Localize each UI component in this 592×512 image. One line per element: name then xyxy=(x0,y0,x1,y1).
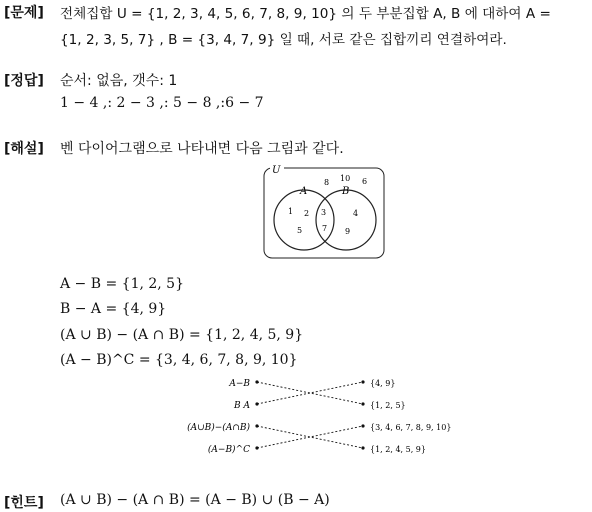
venn-set-b-label: B xyxy=(342,186,350,197)
venn-only-a-1: 1 xyxy=(288,207,294,216)
equation-symmetric-difference: (A ∪ B) − (A ∩ B) = {1, 2, 4, 5, 9} xyxy=(60,327,304,343)
venn-outside-3: 6 xyxy=(362,177,368,186)
match-right-2: {1, 2, 5} xyxy=(370,401,406,410)
match-left-2: B A xyxy=(234,401,250,411)
equation-a-minus-b: A − B = {1, 2, 5} xyxy=(60,276,184,292)
hint-text: (A ∪ B) − (A ∩ B) = (A − B) ∪ (B − A) xyxy=(60,492,330,508)
match-right-4: {1, 2, 4, 5, 9} xyxy=(370,445,426,454)
venn-diagram xyxy=(262,164,388,262)
equation-b-minus-a: B − A = {4, 9} xyxy=(60,301,167,317)
match-left-4: (A−B)^C xyxy=(207,445,250,455)
venn-only-a-3: 5 xyxy=(297,226,303,235)
answer-line-1: 순서: 없음, 갯수: 1 xyxy=(60,73,178,89)
venn-both-2: 7 xyxy=(322,224,328,233)
hint-label: [힌트] xyxy=(4,495,44,511)
venn-set-a-label: A xyxy=(300,186,308,197)
venn-universe-label: U xyxy=(272,165,281,176)
match-right-1: {4, 9} xyxy=(370,379,396,388)
match-left-3: (A∪B)−(A∩B) xyxy=(187,423,250,433)
venn-outside-2: 10 xyxy=(340,174,351,183)
match-left-1: A−B xyxy=(229,379,250,389)
matching-diagram xyxy=(160,372,500,460)
answer-label: [정답] xyxy=(4,73,44,89)
problem-line-2: {1, 2, 3, 5, 7} , B = {3, 4, 7, 9} 일 때, 서로 같은 집합끼리 연결하여라. xyxy=(60,32,507,48)
venn-outside-1: 8 xyxy=(324,178,330,187)
match-right-3: {3, 4, 6, 7, 8, 9, 10} xyxy=(370,423,452,432)
explanation-line-1: 벤 다이어그램으로 나타내면 다음 그림과 같다. xyxy=(60,141,344,157)
venn-only-a-2: 2 xyxy=(304,209,310,218)
venn-both-1: 3 xyxy=(321,208,327,217)
answer-line-2: 1 − 4 ,: 2 − 3 ,: 5 − 8 ,:6 − 7 xyxy=(60,95,264,111)
venn-only-b-2: 9 xyxy=(345,227,351,236)
explanation-label: [해설] xyxy=(4,141,44,157)
equation-complement: (A − B)^C = {3, 4, 6, 7, 8, 9, 10} xyxy=(60,352,298,368)
venn-only-b-1: 4 xyxy=(353,209,359,218)
venn-circle-b xyxy=(316,190,376,250)
problem-label: [문제] xyxy=(4,5,44,21)
problem-line-1: 전체집합 U = {1, 2, 3, 4, 5, 6, 7, 8, 9, 10} 의 두 부분집합 A, B 에 대하여 A = xyxy=(60,6,551,22)
